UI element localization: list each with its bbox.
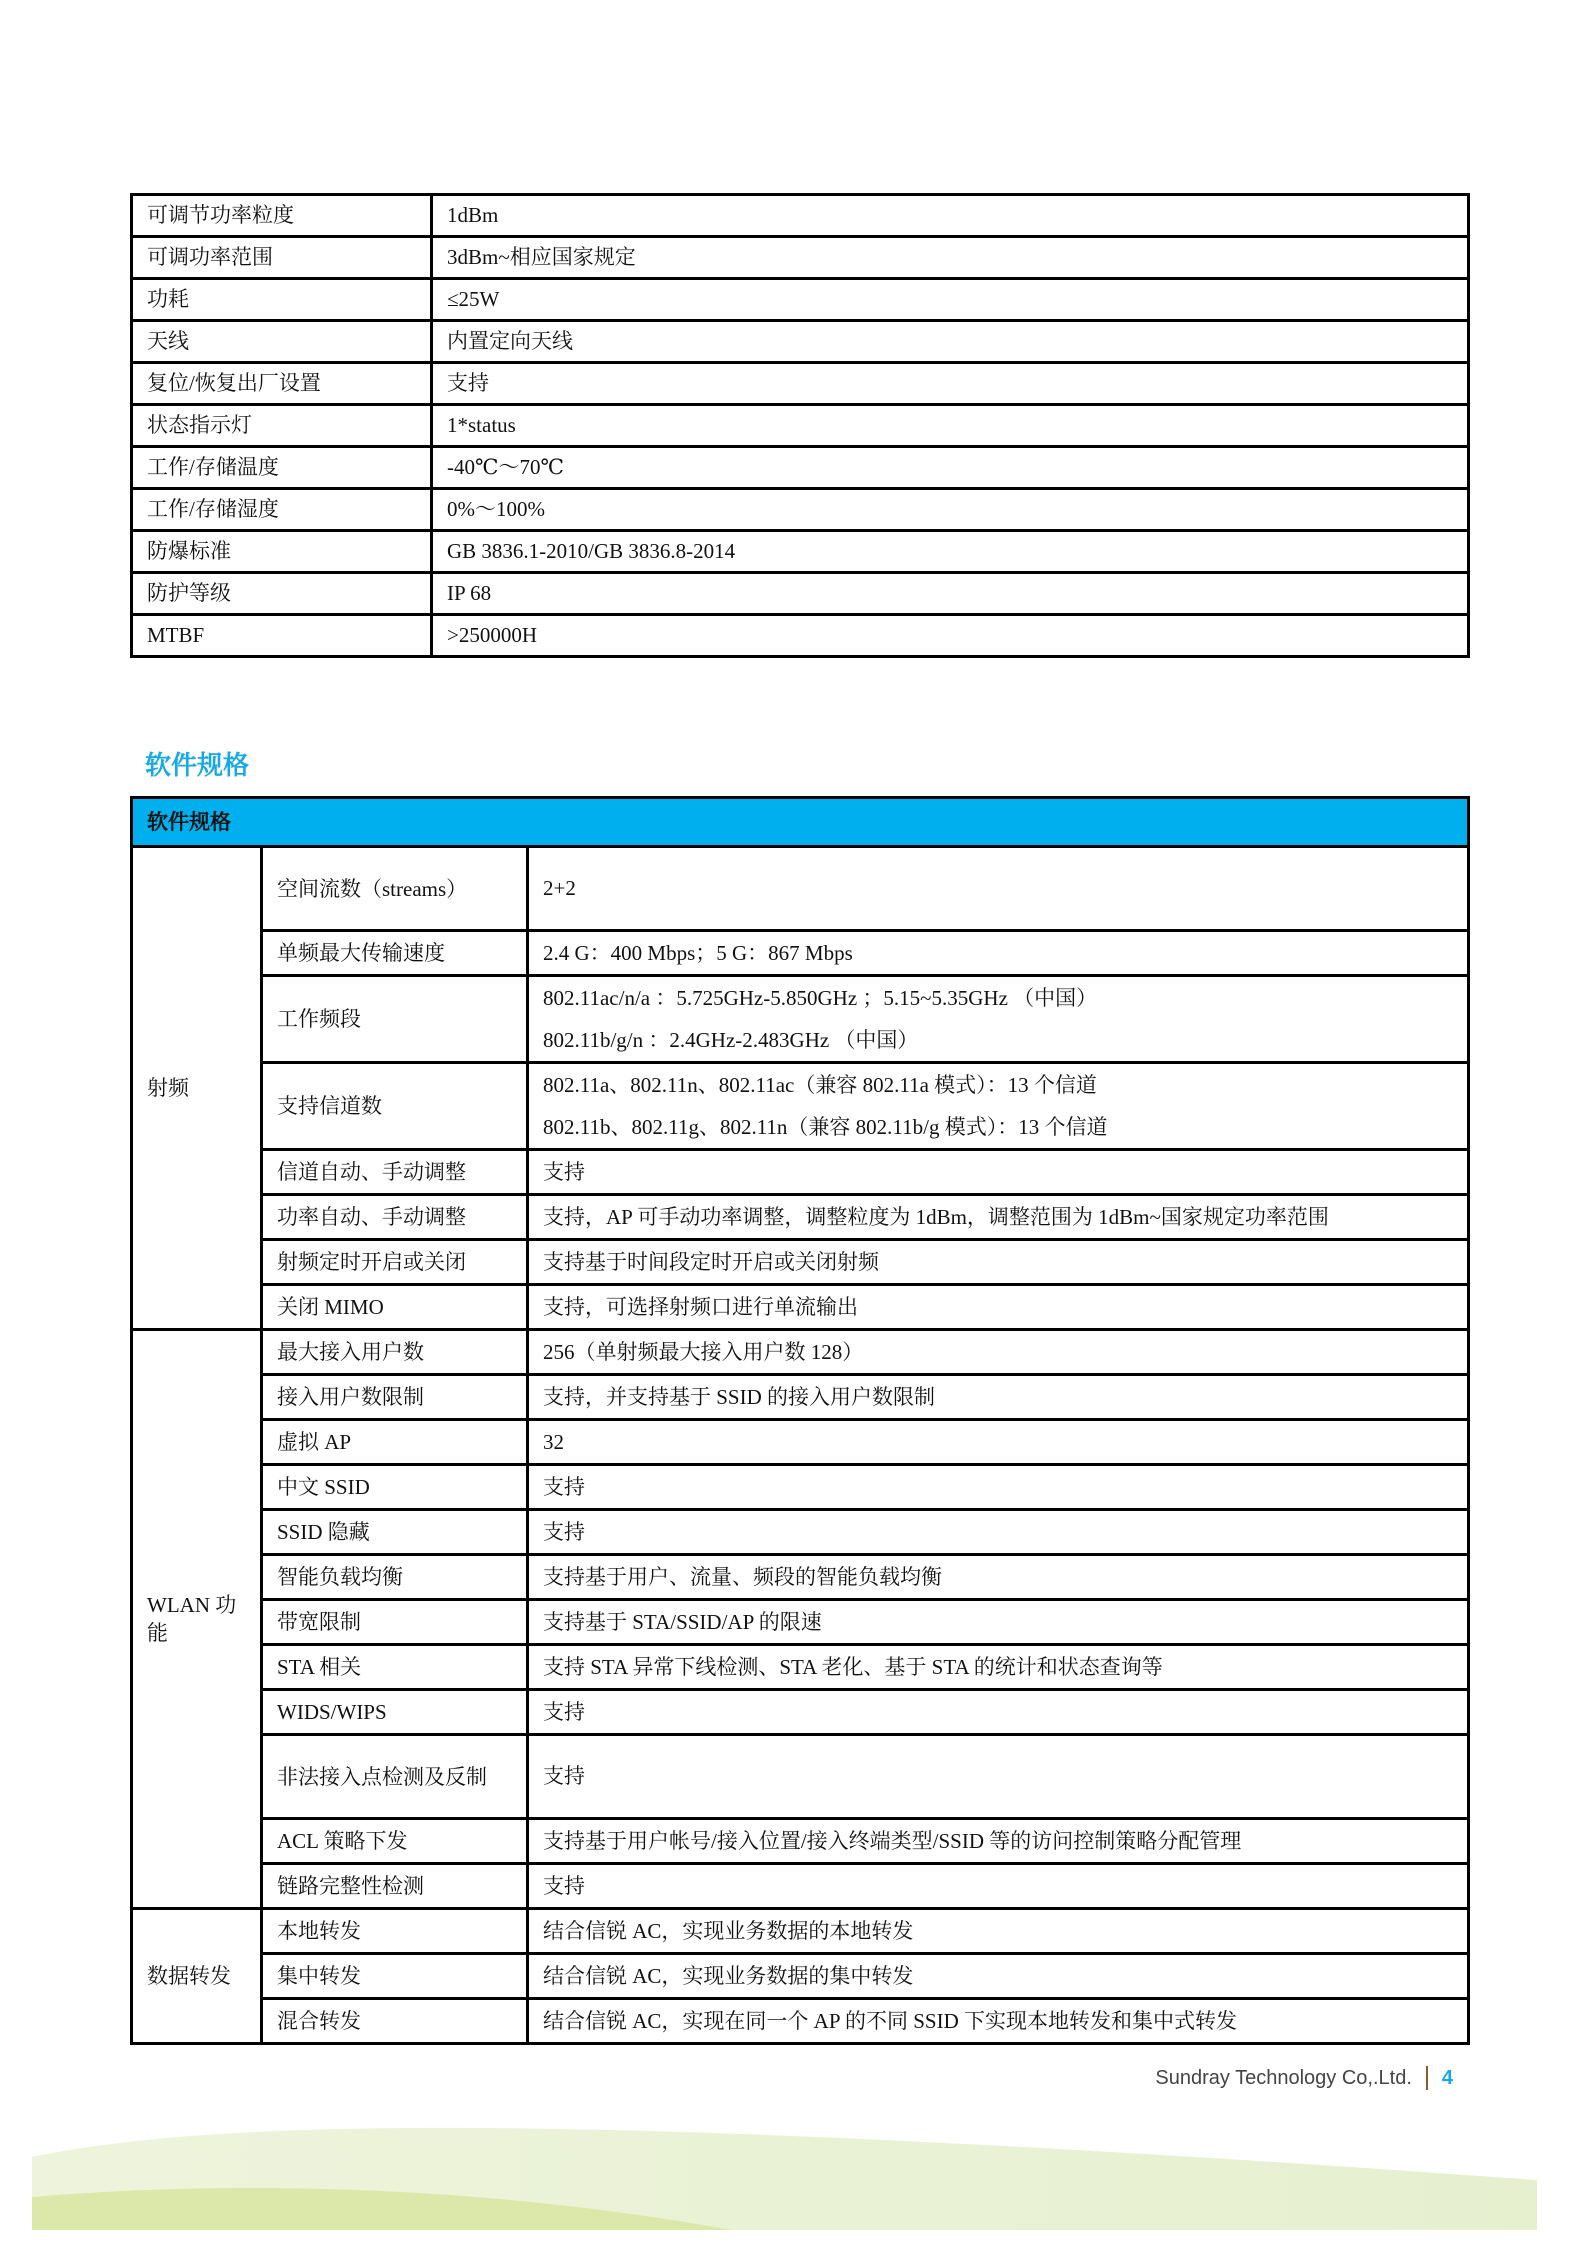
feature-value [528,1819,1469,1864]
spec-label: MTBF [132,615,432,657]
table-header-row [132,798,1469,847]
feature-value [528,1555,1469,1600]
spec-label: 防护等级 [132,573,432,615]
value-line: 2+2 [543,876,576,901]
feature-value [528,1285,1469,1330]
feature-name: 接入用户数限制 [262,1375,528,1420]
spec-value: 1dBm [432,195,1469,237]
table-row [132,976,1469,1063]
value-line: 802.11b/g/n ：2.4GHz-2.483GHz （中国） [543,1028,919,1052]
feature-name: 混合转发 [262,1999,528,2044]
feature-name: ACL 策略下发 [262,1819,528,1864]
table-row [132,615,1469,657]
group-label: WLAN 功能 [132,1330,262,1909]
feature-value [528,1330,1469,1375]
table-row [132,931,1469,976]
feature-name: 射频定时开启或关闭 [262,1240,528,1285]
table-header: 软件规格 [132,798,1469,847]
value-line: 802.11b、802.11g、802.11n（兼容 802.11b/g 模式）：13 个信道 [543,1115,1108,1139]
table-row [132,1195,1469,1240]
table-row [132,1063,1469,1150]
feature-name: 信道自动、手动调整 [262,1150,528,1195]
table-row [132,1954,1469,1999]
feature-name: 虚拟 AP [262,1420,528,1465]
value-line: 结合信锐 AC，实现在同一个 AP 的不同 SSID 下实现本地转发和集中式转发 [543,2008,1238,2033]
spec-value: GB 3836.1-2010/GB 3836.8-2014 [432,531,1469,573]
feature-name: 关闭 MIMO [262,1285,528,1330]
feature-value [528,976,1469,1063]
software-spec-table [130,796,1470,2045]
table-row [132,1420,1469,1465]
value-line: 支持基于 STA/SSID/AP 的限速 [543,1609,822,1634]
feature-value [528,1999,1469,2044]
table-row [132,1465,1469,1510]
feature-name: STA 相关 [262,1645,528,1690]
spec-value: ≤25W [432,279,1469,321]
value-line: 支持基于用户、流量、频段的智能负载均衡 [543,1564,942,1589]
feature-value [528,1645,1469,1690]
feature-name: WIDS/WIPS [262,1690,528,1735]
table-row [132,1645,1469,1690]
group-label: 数据转发 [132,1909,262,2044]
value-line: 支持 [543,1764,585,1789]
table-row [132,1864,1469,1909]
feature-value [528,1375,1469,1420]
value-line: 支持 STA 异常下线检测、STA 老化、基于 STA 的统计和状态查询等 [543,1654,1163,1679]
decorative-wave [32,2125,1537,2230]
table-row [132,363,1469,405]
spec-label: 天线 [132,321,432,363]
table-row [132,489,1469,531]
spec-label: 状态指示灯 [132,405,432,447]
table-row [132,1510,1469,1555]
spec-value: -40℃～70℃ [432,447,1469,489]
spec-value: 1*status [432,405,1469,447]
feature-name: 智能负载均衡 [262,1555,528,1600]
spec-value: >250000H [432,615,1469,657]
table-row [132,531,1469,573]
table-row [132,1909,1469,1954]
value-line: 支持，可选择射频口进行单流输出 [543,1294,858,1319]
table-row [132,1150,1469,1195]
value-line: 支持 [543,1699,585,1724]
feature-value [528,1465,1469,1510]
feature-name: 带宽限制 [262,1600,528,1645]
feature-name: 本地转发 [262,1909,528,1954]
hardware-spec-table [130,193,1470,658]
company-name: Sundray Technology Co,.Ltd. [1155,2066,1412,2089]
table-row [132,1819,1469,1864]
feature-name: 空间流数（streams） [262,847,528,931]
spec-label: 复位/恢复出厂设置 [132,363,432,405]
table-row [132,1330,1469,1375]
table-row [132,405,1469,447]
spec-label: 防爆标准 [132,531,432,573]
feature-value [528,1150,1469,1195]
spec-value: 0%～100% [432,489,1469,531]
value-line: 支持 [543,1159,585,1184]
table-row [132,1690,1469,1735]
table-row [132,447,1469,489]
table-row [132,847,1469,931]
feature-name: 功率自动、手动调整 [262,1195,528,1240]
table-row [132,1735,1469,1819]
feature-value [528,1600,1469,1645]
table-row [132,1375,1469,1420]
value-line: 结合信锐 AC，实现业务数据的集中转发 [543,1963,914,1988]
group-label: 射频 [132,847,262,1330]
page-number: 4 [1441,2066,1453,2089]
value-line: 802.11a、802.11n、802.11ac（兼容 802.11a 模式）：13 个信道 [543,1073,1097,1097]
feature-value [528,1690,1469,1735]
value-line: 256（单射频最大接入用户数 128） [543,1339,864,1364]
spec-label: 工作/存储湿度 [132,489,432,531]
table-row [132,195,1469,237]
feature-value [528,931,1469,976]
table-row [132,573,1469,615]
spec-value: 内置定向天线 [432,321,1469,363]
page-footer [1155,2066,1453,2090]
feature-value [528,1195,1469,1240]
feature-value [528,1864,1469,1909]
spec-label: 可调节功率粒度 [132,195,432,237]
feature-name: 工作频段 [262,976,528,1063]
value-line: 802.11ac/n/a ：5.725GHz-5.850GHz ；5.15~5.35GHz （中国） [543,986,1098,1010]
feature-name: 集中转发 [262,1954,528,1999]
feature-value [528,1909,1469,1954]
feature-value [528,1420,1469,1465]
feature-name: 最大接入用户数 [262,1330,528,1375]
feature-name: 单频最大传输速度 [262,931,528,976]
spec-value: 支持 [432,363,1469,405]
value-line: 32 [543,1429,564,1454]
value-line: 支持，并支持基于 SSID 的接入用户数限制 [543,1384,936,1409]
value-line: 结合信锐 AC，实现业务数据的本地转发 [543,1918,914,1943]
spec-value: 3dBm~相应国家规定 [432,237,1469,279]
table-row [132,1555,1469,1600]
value-line: 2.4 G：400 Mbps；5 G：867 Mbps [543,940,853,965]
value-line: 支持基于时间段定时开启或关闭射频 [543,1249,879,1274]
feature-value [528,1510,1469,1555]
value-line: 支持 [543,1474,585,1499]
spec-label: 工作/存储温度 [132,447,432,489]
feature-value [528,1240,1469,1285]
value-line: 支持 [543,1519,585,1544]
footer-divider [1426,2066,1428,2090]
spec-label: 功耗 [132,279,432,321]
feature-value [528,1063,1469,1150]
feature-name: 非法接入点检测及反制 [262,1735,528,1819]
table-row [132,279,1469,321]
feature-name: SSID 隐藏 [262,1510,528,1555]
table-row [132,1600,1469,1645]
table-row [132,237,1469,279]
table-row [132,1285,1469,1330]
feature-name: 链路完整性检测 [262,1864,528,1909]
value-line: 支持基于用户帐号/接入位置/接入终端类型/SSID 等的访问控制策略分配管理 [543,1828,1242,1853]
spec-value: IP 68 [432,573,1469,615]
value-line: 支持 [543,1873,585,1898]
table-row [132,1999,1469,2044]
table-row [132,1240,1469,1285]
feature-value [528,1735,1469,1819]
feature-name: 支持信道数 [262,1063,528,1150]
value-line: 支持，AP 可手动功率调整，调整粒度为 1dBm，调整范围为 1dBm~国家规定功率范围 [543,1204,1329,1229]
feature-value [528,1954,1469,1999]
feature-name: 中文 SSID [262,1465,528,1510]
feature-value [528,847,1469,931]
spec-label: 可调功率范围 [132,237,432,279]
table-row [132,321,1469,363]
section-title: 软件规格 [145,751,250,781]
